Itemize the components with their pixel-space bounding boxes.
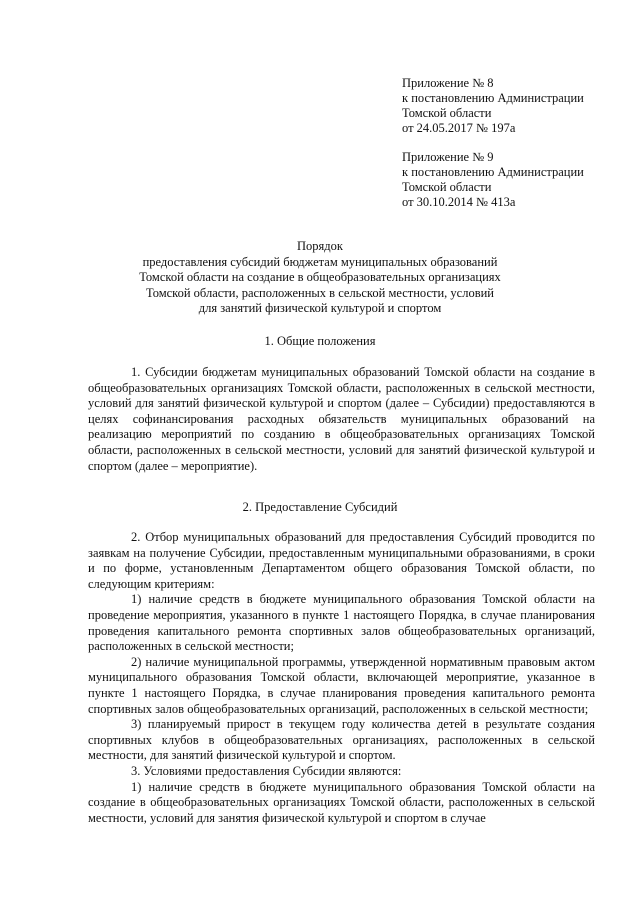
appendix-8-block	[402, 76, 584, 136]
criterion-3: 3) планируемый прирост в текущем году количества детей в результате создания спортивных клубов в общеобразовательных организациях, расположенных в сельской местности, для занятий физической культурой и спортом.	[88, 717, 595, 763]
paragraph-3: 3. Условиями предоставления Субсидии являются:	[131, 763, 402, 778]
appendix-8-region: Томской области	[402, 106, 492, 120]
title-line: Порядок	[297, 239, 343, 253]
title-line: Томской области на создание в общеобразовательных организациях	[139, 270, 501, 284]
document-title	[60, 239, 580, 317]
section-2-body	[88, 530, 595, 826]
criterion-2: 2) наличие муниципальной программы, утвержденной нормативным правовым актом муниципального образования Томской области, включающей мероприятие, указанное в пункте 1 настоящего Порядка, в случае планирования проведения капитального ремонта спортивных залов общеобразовательных организаций, расположенных в сельской местности;	[88, 654, 595, 716]
title-line: для занятий физической культурой и спортом	[198, 301, 442, 315]
appendix-9-region: Томской области	[402, 180, 492, 194]
condition-1: 1) наличие средств в бюджете муниципального образования Томской области на создание в общеобразовательных организациях Томской области, расположенных в сельской местности, условий для занятия физической культурой и спортом в случае	[88, 779, 595, 825]
appendix-9-resolution: к постановлению Администрации	[402, 165, 584, 179]
appendix-9-number: Приложение № 9	[402, 150, 494, 164]
appendix-8-resolution: к постановлению Администрации	[402, 91, 584, 105]
paragraph-2: 2. Отбор муниципальных образований для предоставления Субсидий проводится по заявкам на получение Субсидии, предоставленным муниципальными образованиями, в сроки и по форме, установленным Департаментом общего образования Томской области, по следующим критериям:	[88, 530, 595, 591]
title-line: Томской области, расположенных в сельской местности, условий	[146, 285, 494, 300]
appendix-9-block	[402, 150, 584, 210]
appendix-9-date: от 30.10.2014 № 413а	[402, 195, 516, 209]
paragraph-1: 1. Субсидии бюджетам муниципальных образований Томской области на создание в общеобразовательных организациях Томской области, расположенных в сельской местности, условий для занятий физической культурой и спортом (далее – Субсидии) предоставляются в целях софинансирования расходных обязательств муниципальных образований на реализацию мероприятий по созданию в общеобразовательных организациях Томской области, расположенных в сельской местности, условий для занятий физической культурой и спортом (далее – мероприятие).	[88, 365, 595, 473]
section-2-heading: 2. Предоставление Субсидий	[242, 500, 398, 514]
appendix-8-number: Приложение № 8	[402, 76, 494, 90]
section-1-heading: 1. Общие положения	[264, 334, 376, 348]
appendix-8-date: от 24.05.2017 № 197а	[402, 121, 516, 135]
title-line: предоставления субсидий бюджетам муниципальных образований	[142, 254, 498, 269]
section-1-body	[88, 365, 595, 474]
criterion-1: 1) наличие средств в бюджете муниципального образования Томской области на проведение мероприятия, указанного в пункте 1 настоящего Порядка, в случае планирования проведения капитального ремонта спортивных залов общеобразовательных организаций, расположенных в сельской местности;	[88, 592, 595, 654]
